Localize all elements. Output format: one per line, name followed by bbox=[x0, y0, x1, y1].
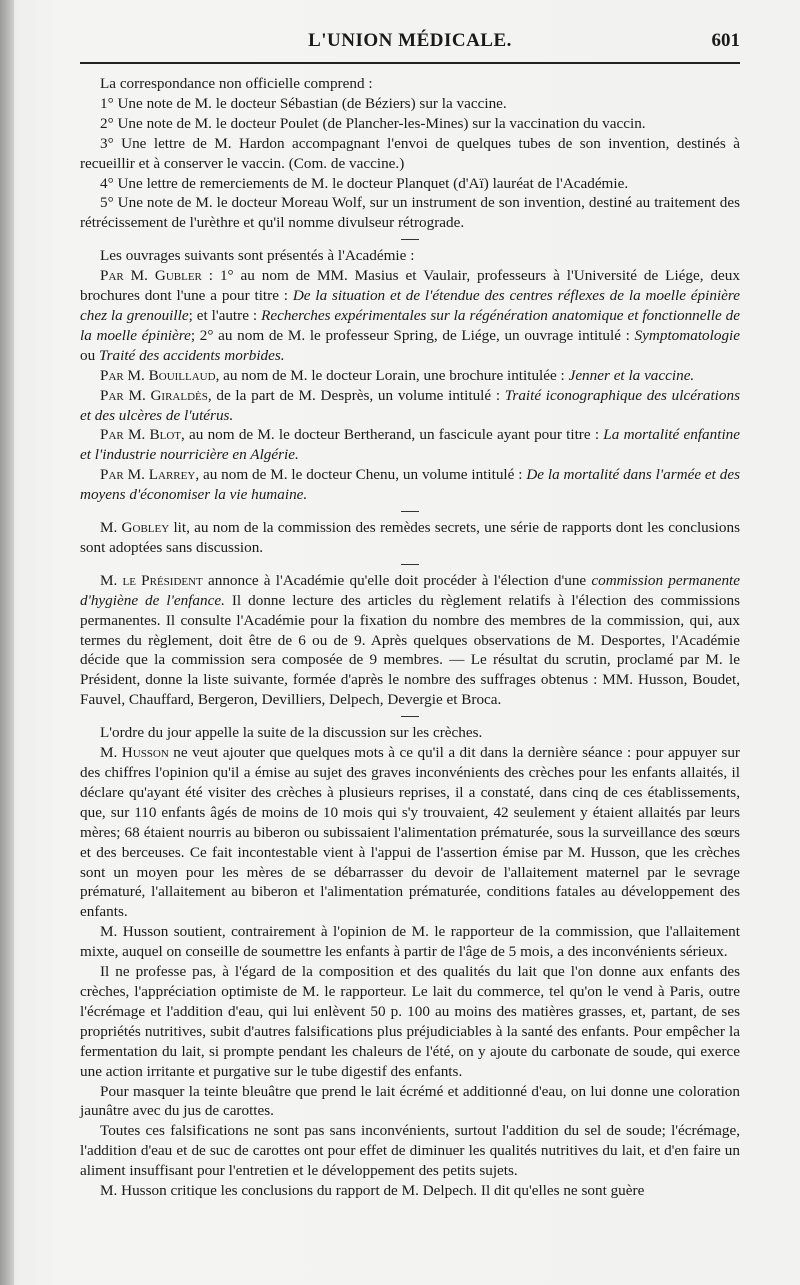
discussion-paragraph: Pour masquer la teinte bleuâtre que prend le lait écrémé et additionné d'eau, on lui donne une coloration jaunâtre avec du jus de carottes. bbox=[80, 1082, 740, 1120]
work-title: La mortalité enfantine et l'industrie nourricière en Algérie. bbox=[80, 426, 740, 464]
text-run: , de la part de M. Desprès, un volume intitulé : bbox=[207, 386, 505, 404]
gobley-paragraph bbox=[80, 518, 740, 558]
work-title: De la mortalité dans l'armée et des moyens d'économiser la vie humaine. bbox=[80, 466, 740, 504]
section-separator bbox=[401, 716, 419, 717]
text-run: lit, au nom de la commission des remèdes secrets, une série de rapports dont les conclusions sont adoptées sans discussion. bbox=[80, 519, 740, 556]
works-giraldes bbox=[80, 386, 740, 426]
text-run: Il donne lecture des articles du règlement relatifs à l'élection des commissions permanentes. Il consulte l'Académie pour la fixation du nombre des membres de la commission, qui, aux termes du règlement, doit être de 6 ou de 9. Après quelques observations de M. Desportes, l'Académie décide que la commission sera composée de 9 membres. — Le résultat du scrutin, proclamé par M. le Président, donne la liste suivante, formée d'après le nombre des suffrages obtenus : MM. Husson, Boudet, Fauvel, Chauffard, Bergeron, Devilliers, Delpech, Devergie et Broca. bbox=[80, 591, 740, 709]
work-title: Traité iconographique des ulcérations et des ulcères de l'utérus. bbox=[80, 386, 740, 424]
text-run: , au nom de M. le docteur Bertherand, un fascicule ayant pour titre : bbox=[181, 426, 604, 444]
work-title: De la situation et de l'étendue des centres réflexes de la moelle épinière chez la grenouille bbox=[80, 287, 740, 324]
presenter-name: Par M. Gubler bbox=[100, 267, 202, 285]
work-title: Jenner et la vaccine. bbox=[568, 366, 695, 384]
correspondence-item: 1° Une note de M. le docteur Sébastian (de Béziers) sur la vaccine. bbox=[100, 94, 507, 112]
works-bouillaud bbox=[80, 366, 740, 386]
works-blot bbox=[80, 425, 740, 465]
speaker-name: M. Husson bbox=[100, 744, 169, 762]
president-paragraph bbox=[80, 571, 740, 710]
text-run: , au nom de M. le docteur Chenu, un volume intitulé : bbox=[195, 466, 527, 484]
section-separator bbox=[401, 511, 419, 512]
text-run: annonce à l'Académie qu'elle doit procéder à l'élection d'une bbox=[202, 571, 592, 589]
text-run: ; et l'autre : bbox=[188, 306, 262, 324]
works-gubler bbox=[80, 266, 740, 366]
text-run: ou bbox=[80, 346, 99, 364]
section-separator bbox=[401, 564, 419, 565]
speaker-name: M. Gobley bbox=[100, 519, 170, 537]
text-run: : 1° au nom de MM. Masius et Vaulair, professeurs à l'Université de Liége, deux brochures dont l'une a pour titre : bbox=[80, 267, 740, 305]
correspondence-item: 3° Une lettre de M. Hardon accompagnant l'envoi de quelques tubes de son invention, destinés à recueillir et à conserver le vaccin. (Com. de vaccine.) bbox=[80, 134, 740, 172]
text-run: ; 2° au nom de M. le professeur Spring, de Liége, un ouvrage intitulé : bbox=[190, 326, 635, 344]
discussion-paragraph: Il ne professe pas, à l'égard de la composition et des qualités du lait que l'on donne aux enfants des crèches, l'appréciation optimiste de M. le rapporteur. Le lait du commerce, tel qu'on le vend à Paris, outre l'écrémage et l'addition d'eau, qui lui enlèvent 50 p. 100 au moins des matières grasses, et, partant, de ses propriétés nutritives, subit d'autres falsifications plus préjudiciables à la santé des enfants. Pour empêcher la fermentation du lait, si prompte pendant les chaleurs de l'été, on y ajoute du carbonate de soude, qui exerce une action irritante et purgative sur le tube digestif des enfants. bbox=[80, 963, 740, 1080]
work-title: Traité des accidents morbides. bbox=[98, 346, 285, 364]
commission-title: commission permanente d'hygiène de l'enfance. bbox=[80, 571, 741, 609]
page-number: 601 bbox=[711, 30, 740, 51]
works-larrey bbox=[80, 465, 740, 505]
text-run: critique les conclusions du rapport de M. Delpech. Il dit qu'elles ne sont guère bbox=[166, 1182, 645, 1200]
discussion-intro: L'ordre du jour appelle la suite de la discussion sur les crèches. bbox=[100, 724, 483, 742]
presenter-name: Par M. Bouillaud bbox=[100, 366, 216, 384]
header-rule bbox=[80, 62, 740, 64]
correspondence-item: 4° Une lettre de remerciements de M. le docteur Planquet (d'Aï) lauréat de l'Académie. bbox=[100, 174, 629, 192]
work-title: Recherches expérimentales sur la régénération anatomique et fonctionnelle de la moelle épinière bbox=[80, 306, 740, 344]
text-run: ne veut ajouter que quelques mots à ce qu'il a dit dans la dernière séance : pour appuyer sur des chiffres l'opinion qu'il a émise au sujet des graves inconvénients des crèches pour les enfants allaités, il déclare qu'ayant été visiter des crèches à plusieurs reprises, il a constaté, dans cinq de ces établissements, que, sur 110 enfants âgés de moins de 10 mois qui s'y trouvaient, 42 seulement y étaient allaités par leurs mères; 68 étaient nourris au biberon ou subissaient l'alimentation prématurée, sous la surveillance des sœurs et des berceuses. Ce fait incontestable vient à l'appui de l'assertion émise par M. Husson, que les crèches sont un moyen pour les mères de se débarrasser du devoir de l'allaitement maternel par le sevrage prématuré, l'allaitement au biberon et l'alimentation prématurée, conditions fatales au développement des enfants. bbox=[80, 744, 740, 921]
work-title: Symptomatologie bbox=[634, 326, 740, 344]
presenter-name: Par M. Blot bbox=[100, 426, 181, 444]
running-title: L'UNION MÉDICALE. bbox=[308, 30, 512, 51]
article-body bbox=[80, 74, 740, 1201]
page-header bbox=[80, 30, 740, 56]
speaker-name: M. Husson bbox=[100, 1182, 167, 1200]
correspondence-item: 2° Une note de M. le docteur Poulet (de Plancher-les-Mines) sur la vaccination du vaccin. bbox=[100, 114, 646, 132]
presenter-name: Par M. Larrey bbox=[100, 466, 196, 484]
correspondence-intro: La correspondance non officielle comprend : bbox=[100, 75, 373, 92]
page-spine-shadow bbox=[0, 0, 14, 1285]
section-separator bbox=[401, 239, 419, 240]
text-run: , au nom de M. le docteur Lorain, une brochure intitulée : bbox=[215, 366, 569, 384]
works-intro: Les ouvrages suivants sont présentés à l'Académie : bbox=[100, 247, 415, 265]
husson-paragraph bbox=[80, 743, 740, 922]
correspondence-item: 5° Une note de M. le docteur Moreau Wolf, sur un instrument de son invention, destiné au traitement des rétrécissement de l'urèthre et qu'il nomme divulseur rétrograde. bbox=[80, 194, 740, 232]
speaker-name: M. le Président bbox=[100, 571, 203, 589]
presenter-name: Par M. Giraldès bbox=[100, 386, 208, 404]
discussion-paragraph bbox=[80, 1181, 740, 1201]
discussion-paragraph: Toutes ces falsifications ne sont pas sans inconvénients, surtout l'addition du sel de soude; l'écrémage, l'addition d'eau et de suc de carottes ont pour effet de diminuer les qualités nutritives du lait, et d'en faire un aliment insuffisant pour l'entretien et le développement des petits sujets. bbox=[80, 1122, 740, 1180]
discussion-paragraph: M. Husson soutient, contrairement à l'opinion de M. le rapporteur de la commission, que l'allaitement mixte, auquel on conseille de soumettre les enfants à partir de l'âge de 5 mois, a des inconvénients sérieux. bbox=[80, 923, 740, 961]
